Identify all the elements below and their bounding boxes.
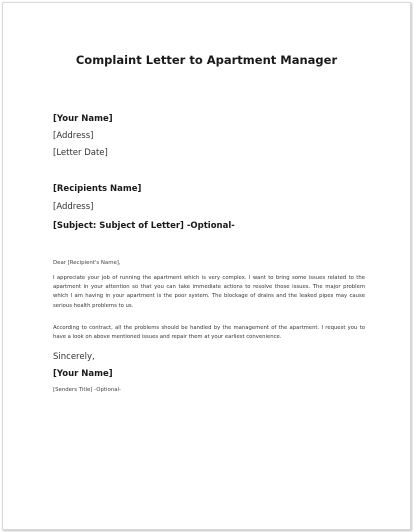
- document-title: Complaint Letter to Apartment Manager: [75, 53, 338, 67]
- recipient-name: [Recipients Name]: [53, 184, 142, 194]
- letter-date: [Letter Date]: [53, 148, 108, 158]
- sender-name: [Your Name]: [53, 114, 113, 124]
- signature-name: [Your Name]: [53, 369, 113, 379]
- sender-title: [Senders Title] -Optional-: [53, 387, 121, 393]
- recipient-address: [Address]: [53, 202, 94, 212]
- letter-subject: [Subject: Subject of Letter] -Optional-: [53, 221, 235, 231]
- closing: Sincerely,: [53, 352, 95, 362]
- salutation: Dear [Recipient's Name],: [53, 260, 121, 266]
- body-paragraph-2: According to contract, all the problems should be handled by the management of the apartment. I request you to have a look on above mentioned issues and repair them at your earliest convenience.: [53, 325, 365, 341]
- body-paragraph-1: I appreciate your job of running the apartment which is very complex. I want to bring some issues related to the apartment in your attention so that you can take immediate actions to resolve those issues. The major problem which I am having in your apartment is the poor system. The blockage of drains and the leaked pipes may cause serious health problems to us.: [53, 275, 365, 309]
- sender-address: [Address]: [53, 131, 94, 141]
- letter-page: [2, 2, 411, 530]
